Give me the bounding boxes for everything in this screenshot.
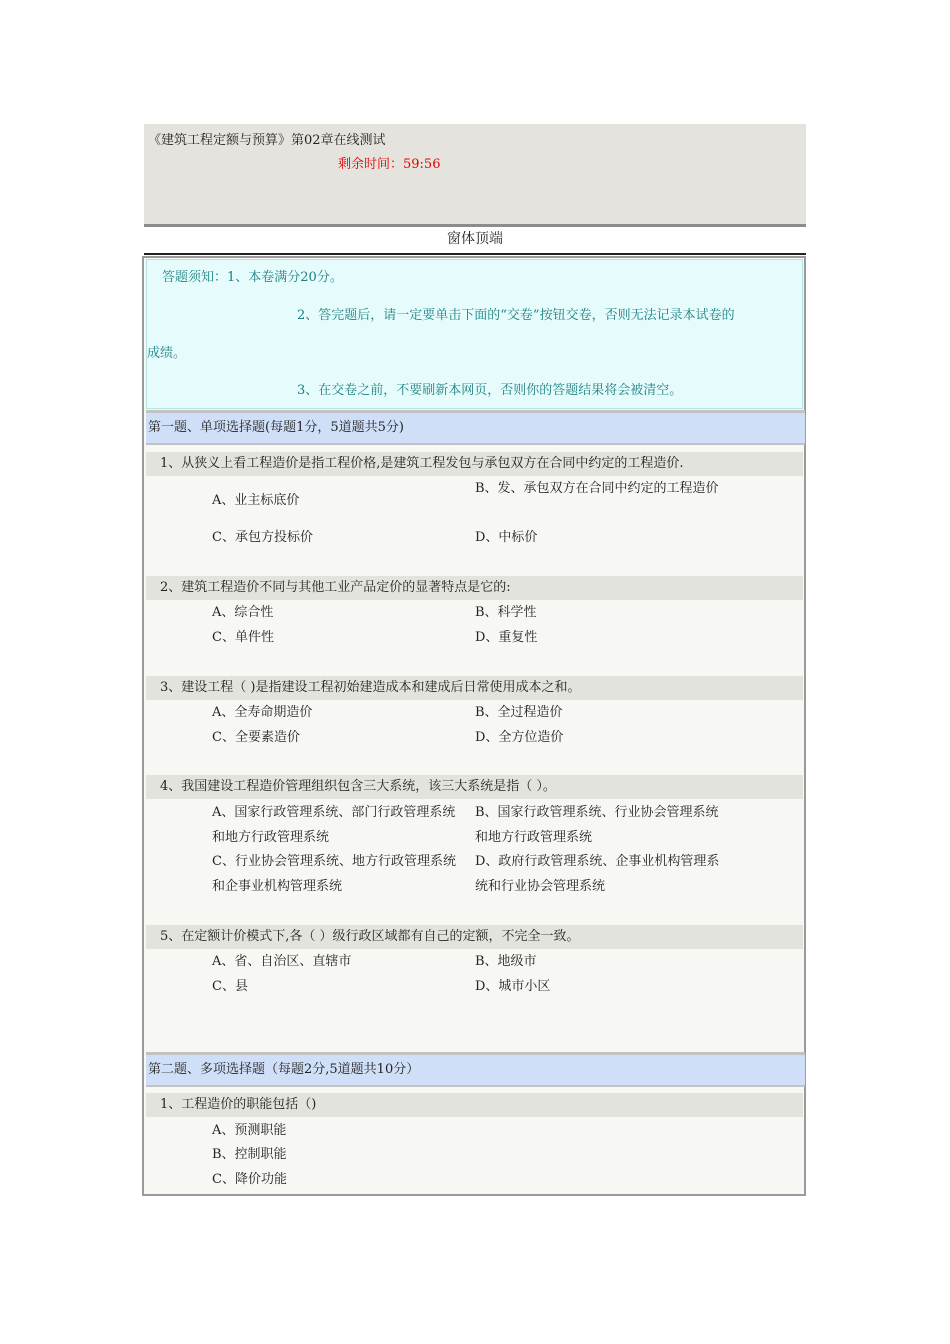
option-b[interactable]: B、控制职能 — [212, 1147, 287, 1162]
option-c[interactable]: C、降价功能 — [212, 1172, 287, 1187]
option-a[interactable]: A、全寿命期造价 — [212, 705, 313, 720]
option-a[interactable]: A、综合性 — [212, 605, 274, 620]
question-text: 3、建设工程（ )是指建设工程初始建造成本和建成后日常使用成本之和。 — [160, 680, 581, 695]
notice-line-3: 成绩。 — [147, 346, 187, 361]
option-a[interactable]: A、省、自治区、直辖市 — [212, 954, 352, 969]
option-a[interactable]: A、国家行政管理系统、部门行政管理系统和地方行政管理系统 — [212, 805, 456, 845]
option-b[interactable]: B、科学性 — [475, 605, 537, 620]
option-d[interactable]: D、城市小区 — [475, 979, 551, 994]
option-c[interactable]: C、承包方投标价 — [212, 530, 313, 545]
question-row — [146, 775, 803, 799]
remaining-time: 剩余时间：59:56 — [338, 157, 441, 172]
question-text: 2、建筑工程造价不同与其他工业产品定价的显著特点是它的: — [160, 580, 511, 595]
test-title: 《建筑工程定额与预算》第02章在线测试 — [148, 133, 386, 148]
question-text: 1、从狭义上看工程造价是指工程价格,是建筑工程发包与承包双方在合同中约定的工程造价. — [160, 456, 684, 471]
question-row — [146, 576, 803, 600]
notice-line-2: 2、答完题后，请一定要单击下面的“交卷”按钮交卷，否则无法记录本试卷的 — [297, 308, 735, 323]
option-d[interactable]: D、重复性 — [475, 630, 538, 645]
question-text: 5、在定额计价模式下,各（ ）级行政区域都有自己的定额，不完全一致。 — [160, 929, 580, 944]
option-d[interactable]: D、政府行政管理系统、企事业机构管理系统和行业协会管理系统 — [475, 854, 720, 894]
notice-line-1: 答题须知：1、本卷满分20分。 — [162, 270, 343, 285]
option-b[interactable]: B、全过程造价 — [475, 705, 563, 720]
test-header — [144, 124, 806, 227]
question-row — [146, 1093, 803, 1117]
option-b[interactable]: B、国家行政管理系统、行业协会管理系统和地方行政管理系统 — [475, 805, 719, 845]
question-row — [146, 676, 803, 700]
section-heading-single-choice: 第一题、单项选择题(每题1分，5道题共5分) — [146, 410, 805, 445]
question-text: 1、工程造价的职能包括（) — [160, 1097, 317, 1112]
option-d[interactable]: D、全方位造价 — [475, 730, 564, 745]
option-b[interactable]: B、地级市 — [475, 954, 537, 969]
question-row — [146, 452, 803, 476]
section-heading-multiple-choice: 第二题、多项选择题（每题2分,5道题共10分） — [146, 1052, 805, 1087]
option-c[interactable]: C、全要素造价 — [212, 730, 300, 745]
notice-line-4: 3、在交卷之前，不要刷新本网页，否则你的答题结果将会被清空。 — [297, 383, 683, 398]
answer-notice — [146, 259, 803, 409]
option-c[interactable]: C、单件性 — [212, 630, 274, 645]
option-c[interactable]: C、行业协会管理系统、地方行政管理系统和企事业机构管理系统 — [212, 854, 456, 894]
option-a[interactable]: A、业主标底价 — [212, 493, 300, 508]
question-row — [146, 925, 803, 949]
option-b[interactable]: B、发、承包双方在合同中约定的工程造价 — [475, 481, 719, 496]
option-a[interactable]: A、预测职能 — [212, 1123, 287, 1138]
option-d[interactable]: D、中标价 — [475, 530, 538, 545]
option-c[interactable]: C、县 — [212, 979, 248, 994]
question-text: 4、我国建设工程造价管理组织包含三大系统，该三大系统是指（ ）。 — [160, 779, 556, 794]
form-top-label: 窗体顶端 — [144, 226, 806, 255]
